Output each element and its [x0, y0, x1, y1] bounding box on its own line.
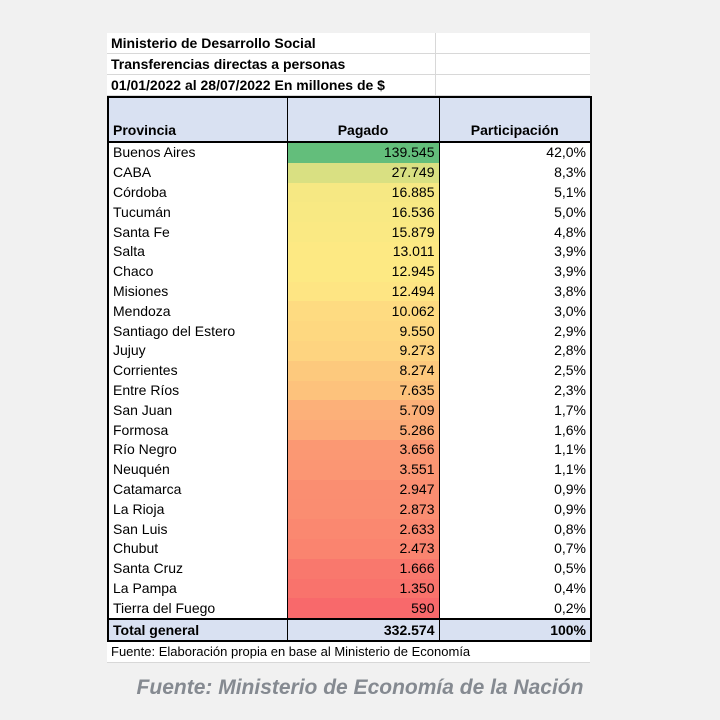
- cell-pagado: 10.062: [287, 301, 439, 321]
- cell-participacion: 3,0%: [439, 301, 591, 321]
- cell-provincia: Santa Fe: [108, 222, 287, 242]
- cell-pagado: 5.709: [287, 400, 439, 420]
- total-pagado: 332.574: [287, 619, 439, 641]
- table-row: [108, 321, 591, 341]
- cell-pagado: 1.666: [287, 559, 439, 579]
- cell-provincia: Buenos Aires: [108, 142, 287, 163]
- table-row: [108, 381, 591, 401]
- table-row: [108, 301, 591, 321]
- cell-participacion: 8,3%: [439, 163, 591, 183]
- cell-provincia: Río Negro: [108, 440, 287, 460]
- source-note: Fuente: Elaboración propia en base al Ministerio de Economía: [107, 642, 590, 663]
- cell-participacion: 0,2%: [439, 598, 591, 619]
- cell-pagado: 2.473: [287, 539, 439, 559]
- cell-participacion: 0,9%: [439, 499, 591, 519]
- cell-provincia: Tucumán: [108, 202, 287, 222]
- cell-provincia: Entre Ríos: [108, 381, 287, 401]
- total-participacion: 100%: [439, 619, 591, 641]
- image-caption: Fuente: Ministerio de Economía de la Nación: [136, 676, 584, 699]
- cell-pagado: 16.885: [287, 183, 439, 203]
- table-row: [108, 163, 591, 183]
- payments-table: [107, 96, 592, 642]
- table-row: [108, 480, 591, 500]
- cell-pagado: 9.550: [287, 321, 439, 341]
- table-row: [108, 361, 591, 381]
- total-label: Total general: [108, 619, 287, 641]
- table-row: [108, 579, 591, 599]
- cell-provincia: Chaco: [108, 262, 287, 282]
- cell-provincia: Mendoza: [108, 301, 287, 321]
- header-empty-cell: [436, 33, 590, 53]
- cell-pagado: 3.656: [287, 440, 439, 460]
- column-header-row: [108, 97, 591, 142]
- cell-provincia: Neuquén: [108, 460, 287, 480]
- cell-pagado: 590: [287, 598, 439, 619]
- cell-participacion: 0,8%: [439, 519, 591, 539]
- cell-participacion: 3,9%: [439, 262, 591, 282]
- cell-participacion: 5,0%: [439, 202, 591, 222]
- table-row: [108, 559, 591, 579]
- cell-provincia: Chubut: [108, 539, 287, 559]
- table-row: [108, 598, 591, 619]
- cell-participacion: 4,8%: [439, 222, 591, 242]
- cell-participacion: 1,7%: [439, 400, 591, 420]
- cell-provincia: Santiago del Estero: [108, 321, 287, 341]
- cell-participacion: 3,9%: [439, 242, 591, 262]
- cell-participacion: 1,6%: [439, 420, 591, 440]
- cell-pagado: 13.011: [287, 242, 439, 262]
- header-period: 01/01/2022 al 28/07/2022 En millones de $: [107, 75, 436, 95]
- table-row: [108, 539, 591, 559]
- cell-participacion: 2,9%: [439, 321, 591, 341]
- spreadsheet: [107, 33, 590, 663]
- cell-provincia: La Rioja: [108, 499, 287, 519]
- header-row-2: [107, 54, 590, 75]
- cell-pagado: 2.873: [287, 499, 439, 519]
- cell-participacion: 1,1%: [439, 440, 591, 460]
- cell-pagado: 5.286: [287, 420, 439, 440]
- cell-pagado: 7.635: [287, 381, 439, 401]
- cell-provincia: San Juan: [108, 400, 287, 420]
- column-header-participacion: Participación: [439, 97, 591, 142]
- table-row: [108, 142, 591, 163]
- cell-provincia: Salta: [108, 242, 287, 262]
- table-row: [108, 440, 591, 460]
- table-body: [108, 142, 591, 619]
- table-row: [108, 222, 591, 242]
- cell-pagado: 139.545: [287, 142, 439, 163]
- cell-pagado: 2.633: [287, 519, 439, 539]
- cell-participacion: 0,4%: [439, 579, 591, 599]
- cell-participacion: 2,5%: [439, 361, 591, 381]
- cell-provincia: Corrientes: [108, 361, 287, 381]
- cell-pagado: 3.551: [287, 460, 439, 480]
- table-row: [108, 499, 591, 519]
- cell-participacion: 5,1%: [439, 183, 591, 203]
- header-row-1: [107, 33, 590, 54]
- table-row: [108, 242, 591, 262]
- cell-provincia: Misiones: [108, 282, 287, 302]
- total-row: [108, 619, 591, 641]
- table-row: [108, 183, 591, 203]
- header-row-3: [107, 75, 590, 96]
- cell-pagado: 15.879: [287, 222, 439, 242]
- table-row: [108, 519, 591, 539]
- cell-pagado: 1.350: [287, 579, 439, 599]
- cell-pagado: 12.945: [287, 262, 439, 282]
- header-subtitle: Transferencias directas a personas: [107, 54, 436, 74]
- column-header-provincia: Provincia: [108, 97, 287, 142]
- table-row: [108, 420, 591, 440]
- cell-provincia: Jujuy: [108, 341, 287, 361]
- cell-provincia: CABA: [108, 163, 287, 183]
- cell-provincia: San Luis: [108, 519, 287, 539]
- column-header-pagado: Pagado: [287, 97, 439, 142]
- cell-participacion: 0,9%: [439, 480, 591, 500]
- cell-pagado: 2.947: [287, 480, 439, 500]
- table-row: [108, 400, 591, 420]
- cell-provincia: Santa Cruz: [108, 559, 287, 579]
- cell-provincia: Córdoba: [108, 183, 287, 203]
- table-row: [108, 262, 591, 282]
- header-empty-cell: [436, 75, 590, 95]
- cell-provincia: Formosa: [108, 420, 287, 440]
- cell-pagado: 8.274: [287, 361, 439, 381]
- table-row: [108, 202, 591, 222]
- table-row: [108, 460, 591, 480]
- cell-participacion: 2,3%: [439, 381, 591, 401]
- cell-pagado: 16.536: [287, 202, 439, 222]
- cell-participacion: 42,0%: [439, 142, 591, 163]
- cell-provincia: La Pampa: [108, 579, 287, 599]
- cell-participacion: 2,8%: [439, 341, 591, 361]
- cell-participacion: 3,8%: [439, 282, 591, 302]
- table-row: [108, 282, 591, 302]
- cell-participacion: 0,5%: [439, 559, 591, 579]
- cell-provincia: Catamarca: [108, 480, 287, 500]
- cell-pagado: 27.749: [287, 163, 439, 183]
- header-empty-cell: [436, 54, 590, 74]
- table-row: [108, 341, 591, 361]
- header-ministry: Ministerio de Desarrollo Social: [107, 33, 436, 53]
- cell-provincia: Tierra del Fuego: [108, 598, 287, 619]
- cell-participacion: 0,7%: [439, 539, 591, 559]
- cell-pagado: 9.273: [287, 341, 439, 361]
- cell-pagado: 12.494: [287, 282, 439, 302]
- cell-participacion: 1,1%: [439, 460, 591, 480]
